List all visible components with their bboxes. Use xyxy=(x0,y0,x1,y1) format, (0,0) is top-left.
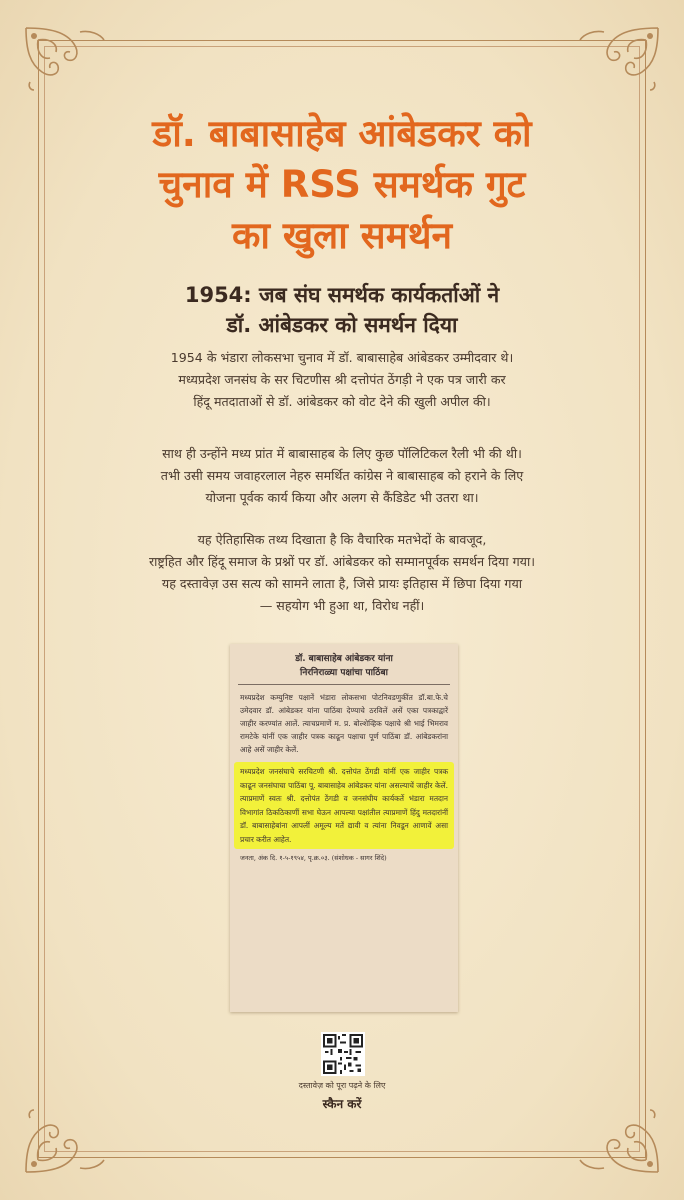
qr-caption: दस्तावेज़ को पूरा पढ़ने के लिए xyxy=(298,1081,386,1090)
paragraph-1 xyxy=(70,347,614,413)
subtitle-line: डॉ. आंबेडकर को समर्थन दिया xyxy=(226,313,458,337)
clipping-highlight: मध्यप्रदेश जनसंघाचे सरचिटणी श्री. दत्तोपंत ठेंगडी यांनीं एक जाहीर पत्रक काढून जनसंघाचा पाठिंबा पू. बाबासाहेब आंबेडकर यांना असल्याचें जाहीर केलें. त्याप्रमाणें स्वतः श्री. दत्तोपंत ठेंगडी व जनसंघीय कार्यकर्ते भंडारा मतदान विभागांत ठिकठिकाणीं सभा घेऊन आपल्या पक्षांतील त्याप्रमाणें हिंदु मतदारांनीं डॉ. बाबासाहेबांना आपलीं अमूल्य मतें द्यावी व त्यांना निवडून आणावें असा प्रचार करीत आहेत. xyxy=(234,762,454,849)
title-line: का खुला समर्थन xyxy=(231,214,452,257)
subtitle-line: 1954: जब संघ समर्थक कार्यकर्ताओं ने xyxy=(184,283,500,307)
subtitle xyxy=(80,280,604,340)
paragraph-line: योजना पूर्वक कार्य किया और अलग से कैंडिडेट भी उतरा था। xyxy=(205,490,479,505)
scan-label: स्कैन करें xyxy=(322,1097,362,1111)
corner-ornament-icon xyxy=(20,22,110,92)
paragraph-3 xyxy=(70,529,614,617)
corner-ornament-icon xyxy=(574,1108,664,1178)
paragraph-line: 1954 के भंडारा लोकसभा चुनाव में डॉ. बाबासाहेब आंबेडकर उम्मीदवार थे। xyxy=(170,350,514,365)
title-line: डॉ. बाबासाहेब आंबेडकर को xyxy=(152,112,532,155)
clipping-body: मध्यप्रदेश कम्युनिष्ट पक्षानें भंडारा लोकसभा पोटनिवडणुकींत डॉ.बा.फे.चे उमेदवार डॉ. आंबेडकर यांना पाठिंबा देण्याचे ठरविलें असें एका पत्रकाद्वारें जाहीर करण्यांत आलें. त्याचप्रमाणें म. प्र. बोल्शेव्हिक पक्षाचे श्री भाई भिमराव रामटेके यांनीं एक जाहीर पत्रक काढून पक्षाचा पूर्ण पाठिंबा डॉ. आंबेडकरांना आहे असें जाहीर केलें. xyxy=(240,693,448,754)
clipping-heading xyxy=(238,652,450,685)
clipping-source: जनता, अंक दि. १-५-१९५४, पृ.क्र.०३. (संशोधक - सागर शिंदे) xyxy=(240,854,387,862)
paragraph-line: मध्यप्रदेश जनसंघ के सर चिटणीस श्री दत्तोपंत ठेंगड़ी ने एक पत्र जारी कर xyxy=(178,372,506,387)
paragraph-line: साथ ही उन्होंने मध्य प्रांत में बाबासाहब के लिए कुछ पॉलिटिकल रैली भी की थी। xyxy=(162,446,522,461)
paragraph-line: यह दस्तावेज़ उस सत्य को सामने लाता है, जिसे प्रायः इतिहास में छिपा दिया गया xyxy=(161,576,523,591)
paragraph-line: यह ऐतिहासिक तथ्य दिखाता है कि वैचारिक मतभेदों के बावजूद, xyxy=(197,532,487,547)
corner-ornament-icon xyxy=(574,22,664,92)
newspaper-clipping xyxy=(230,644,458,1012)
corner-ornament-icon xyxy=(20,1108,110,1178)
clipping-heading-line: निरनिराळ्या पक्षांचा पाठिंबा xyxy=(300,668,388,678)
qr-code-icon[interactable] xyxy=(321,1032,365,1076)
paragraph-line: तभी उसी समय जवाहरलाल नेहरु समर्थित कांग्रेस ने बाबासाहब को हराने के लिए xyxy=(160,468,524,483)
paragraph-line: हिंदू मतदाताओं से डॉ. आंबेडकर को वोट देने की खुली अपील की। xyxy=(193,394,491,409)
paragraph-2 xyxy=(70,443,614,509)
title-line: चुनाव में RSS समर्थक गुट xyxy=(158,163,526,206)
page-title xyxy=(60,108,624,261)
paragraph-line: राष्ट्रहित और हिंदू समाज के प्रश्नों पर डॉ. आंबेडकर को सम्मानपूर्वक समर्थन दिया गया। xyxy=(148,554,536,569)
paragraph-line: — सहयोग भी हुआ था, विरोध नहीं। xyxy=(259,598,425,613)
clipping-heading-line: डॉ. बाबासाहेब आंबेडकर यांना xyxy=(295,654,393,664)
